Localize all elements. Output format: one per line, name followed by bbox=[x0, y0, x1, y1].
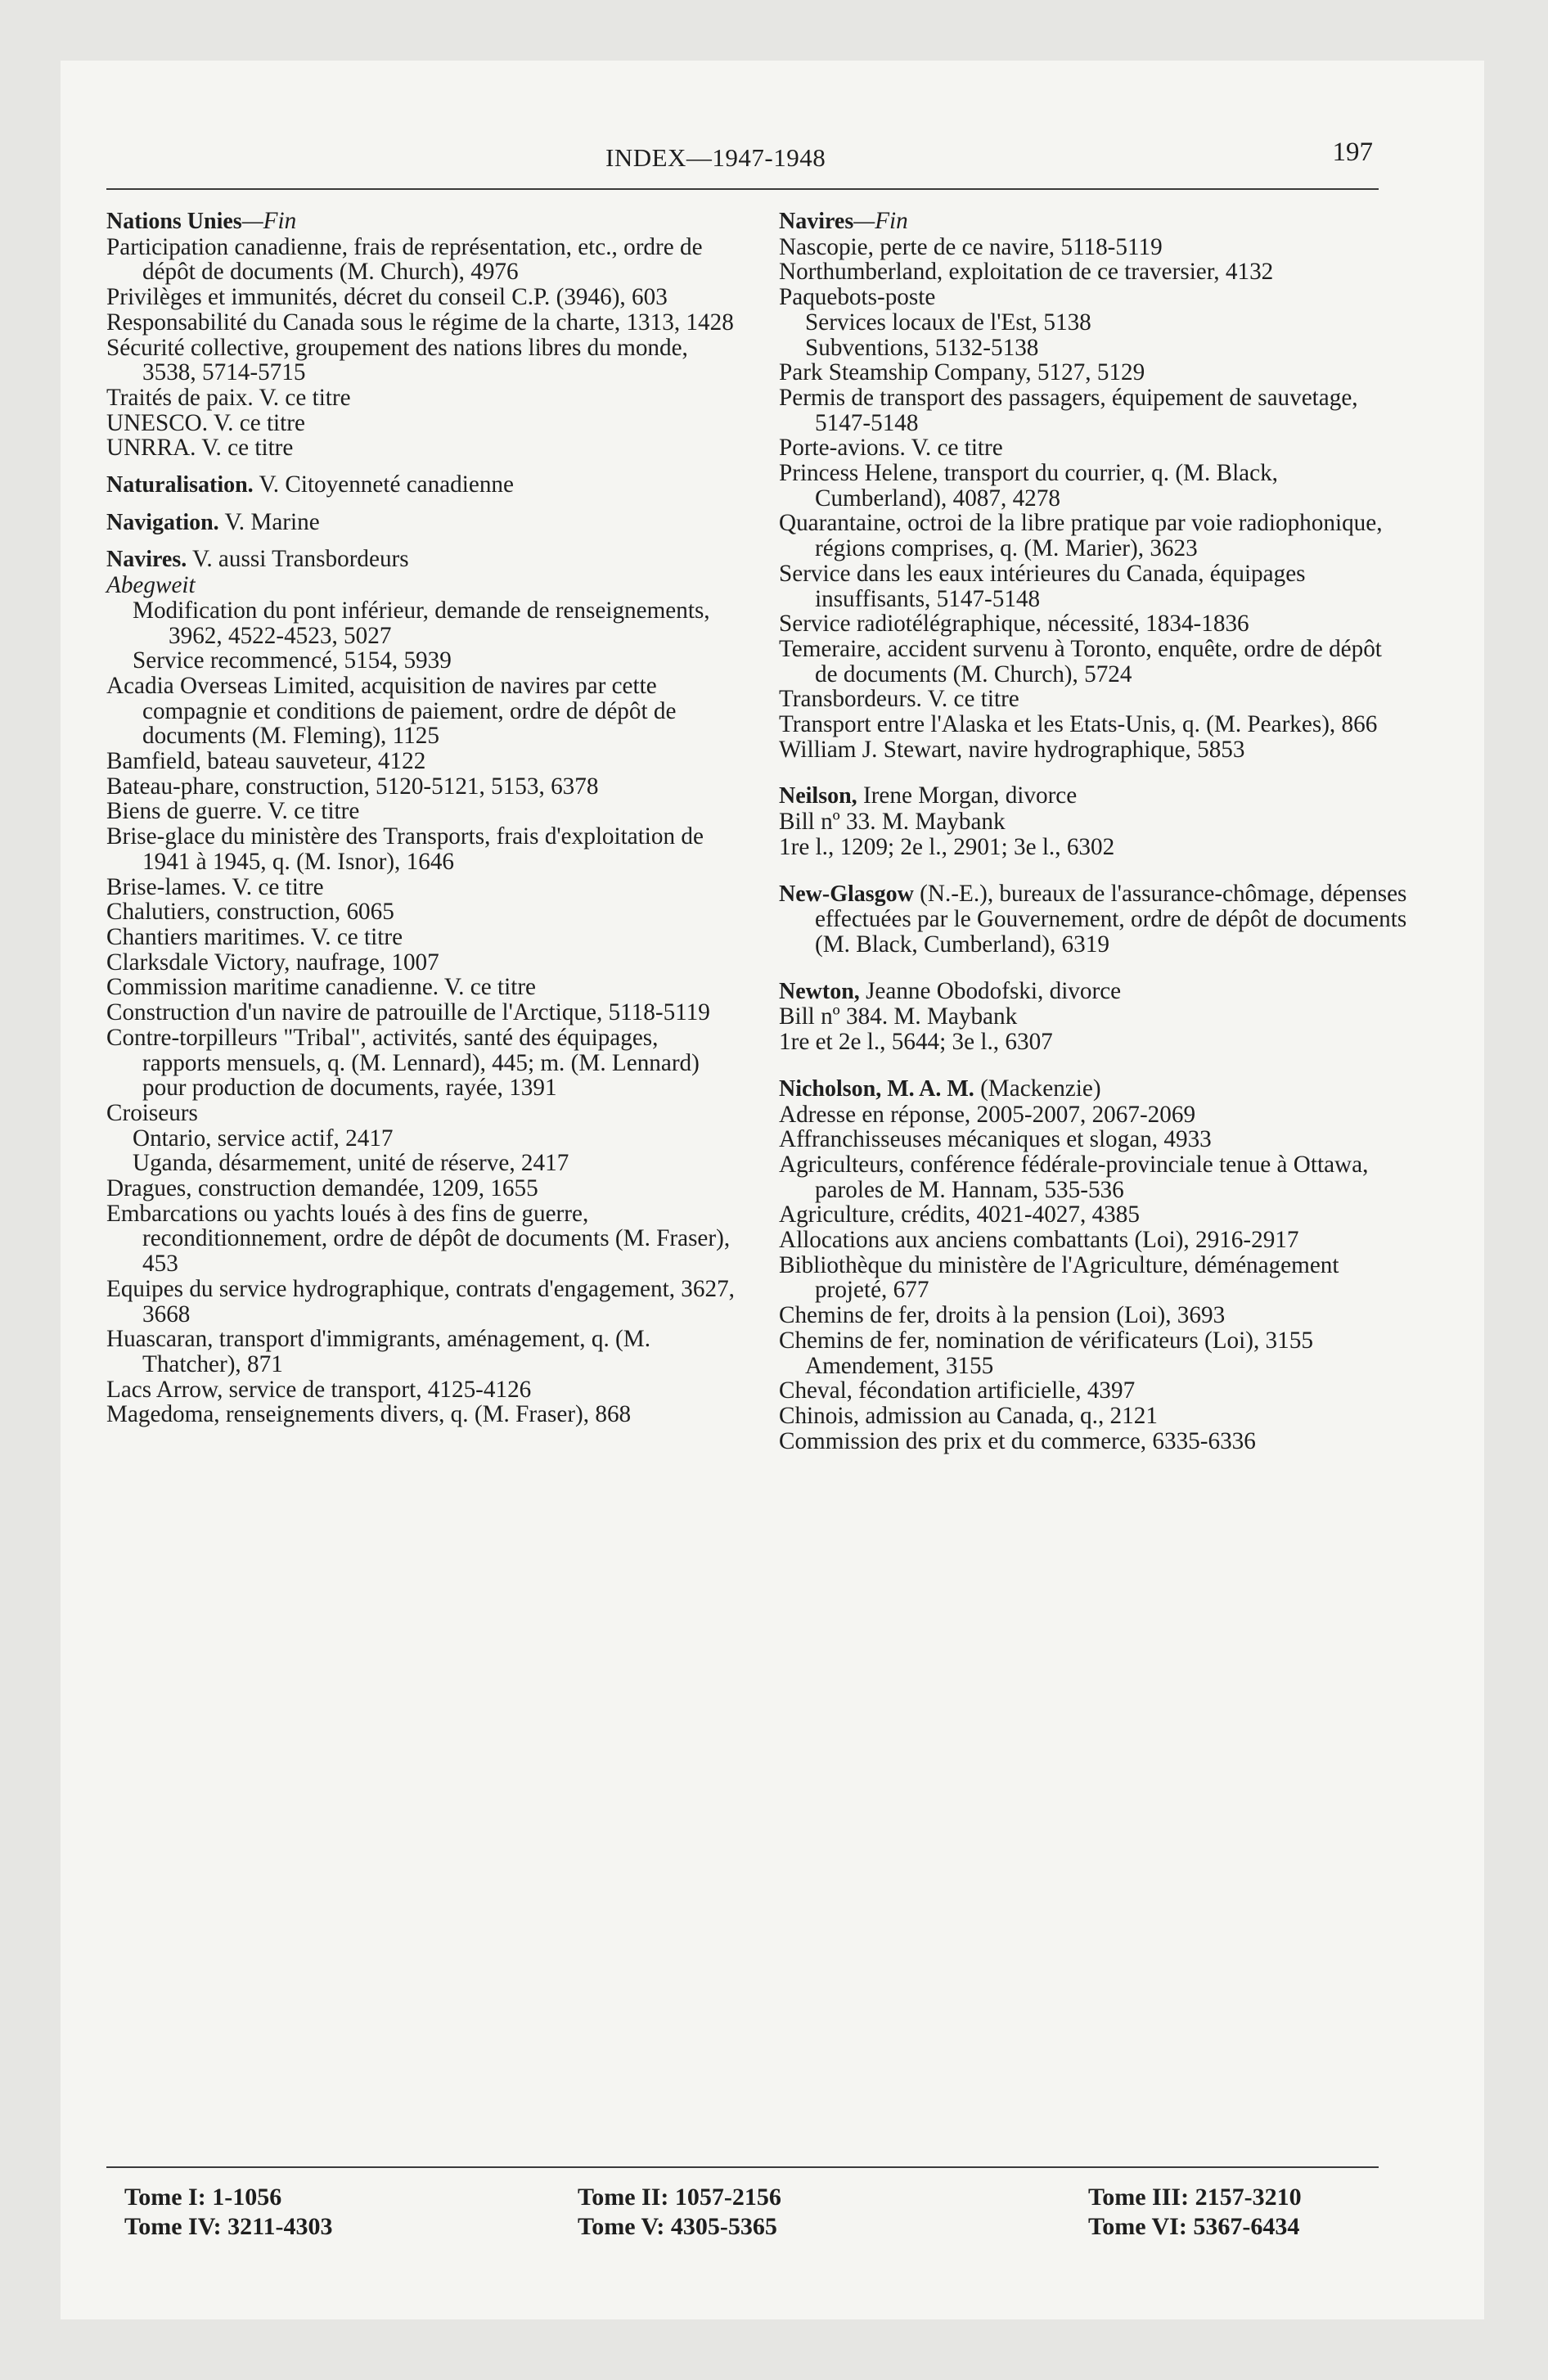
index-entry: Commission des prix et du commerce, 6335-6336 bbox=[779, 1427, 1256, 1454]
index-heading bbox=[106, 472, 736, 498]
heading-detail: —Fin bbox=[241, 208, 297, 234]
index-heading bbox=[106, 209, 736, 235]
index-entry: Acadia Overseas Limited, acquisition de navires par cette compagnie et conditions de paiement, ordre de dépôt de documents (M. Fleming), 1125 bbox=[106, 672, 677, 750]
page-number: 197 bbox=[1332, 137, 1373, 167]
index-entry: Service radiotélégraphique, nécessité, 1834-1836 bbox=[779, 611, 1249, 638]
index-entry: Magedoma, renseignements divers, q. (M. Fraser), 868 bbox=[106, 1401, 632, 1428]
heading-term: Newton, bbox=[779, 978, 860, 1004]
footer-tome-5: Tome V: 4305-5365 bbox=[578, 2213, 777, 2240]
index-entry: Chinois, admission au Canada, q., 2121 bbox=[779, 1402, 1158, 1429]
index-entry: Lacs Arrow, service de transport, 4125-4126 bbox=[106, 1376, 532, 1403]
index-entry: Participation canadienne, frais de représentation, etc., ordre de dépôt de documents (M. Church), 4976 bbox=[106, 233, 703, 286]
footer-rule bbox=[106, 2166, 1379, 2168]
index-entry: Dragues, construction demandée, 1209, 1655 bbox=[106, 1175, 538, 1202]
heading-term: Navires bbox=[779, 209, 854, 234]
index-entry: Transport entre l'Alaska et les Etats-Unis, q. (M. Pearkes), 866 bbox=[779, 711, 1378, 738]
index-entry: Chantiers maritimes. V. ce titre bbox=[106, 923, 403, 950]
index-entry: Northumberland, exploitation de ce traversier, 4132 bbox=[779, 259, 1274, 286]
index-entry: Chemins de fer, nomination de vérificateurs (Loi), 3155 bbox=[779, 1327, 1313, 1354]
index-entry: Privilèges et immunités, décret du conseil C.P. (3946), 603 bbox=[106, 284, 668, 311]
index-subentry: Services locaux de l'Est, 5138 bbox=[805, 309, 1091, 336]
heading-detail: V. Citoyenneté canadienne bbox=[253, 471, 514, 498]
index-entry: Sécurité collective, groupement des nations libres du monde, 3538, 5714-5715 bbox=[106, 334, 688, 386]
index-heading bbox=[779, 209, 1409, 235]
index-entry: Abegweit bbox=[106, 572, 196, 599]
index-entry: Huascaran, transport d'immigrants, aménagement, q. (M. Thatcher), 871 bbox=[106, 1326, 651, 1377]
index-entry: Temeraire, accident survenu à Toronto, enquête, ordre de dépôt de documents (M. Church), 5724 bbox=[779, 635, 1382, 687]
footer-tome-6: Tome VI: 5367-6434 bbox=[1088, 2213, 1300, 2240]
footer-tome-3: Tome III: 2157-3210 bbox=[1088, 2184, 1302, 2211]
index-subentry: Ontario, service actif, 2417 bbox=[133, 1125, 394, 1152]
heading-term: Nations Unies bbox=[106, 209, 242, 234]
index-entry: Bill nº 384. M. Maybank bbox=[779, 1003, 1018, 1030]
index-entry: Embarcations ou yachts loués à des fins de guerre, reconditionnement, ordre de dépôt de documents (M. Fraser), 453 bbox=[106, 1200, 731, 1278]
heading-term: Neilson, bbox=[779, 783, 857, 809]
index-entry: Agriculteurs, conférence fédérale-provinciale tenue à Ottawa, paroles de M. Hannam, 535-536 bbox=[779, 1151, 1369, 1203]
heading-term: Navigation. bbox=[106, 509, 219, 535]
index-entry: 1re l., 1209; 2e l., 2901; 3e l., 6302 bbox=[779, 833, 1115, 860]
heading-detail: (Mackenzie) bbox=[974, 1075, 1101, 1102]
index-subentry: Modification du pont inférieur, demande de renseignements, 3962, 4522-4523, 5027 bbox=[133, 597, 710, 649]
index-entry: 1re et 2e l., 5644; 3e l., 6307 bbox=[779, 1029, 1053, 1056]
left-column bbox=[106, 209, 736, 1427]
index-heading bbox=[779, 783, 1409, 809]
index-entry: Bill nº 33. M. Maybank bbox=[779, 809, 1006, 836]
index-entry: Paquebots-poste bbox=[779, 284, 936, 311]
index-heading bbox=[106, 510, 736, 536]
index-entry: Construction d'un navire de patrouille de l'Arctique, 5118-5119 bbox=[106, 999, 710, 1026]
index-entry: Park Steamship Company, 5127, 5129 bbox=[779, 359, 1145, 386]
index-entry: Clarksdale Victory, naufrage, 1007 bbox=[106, 949, 439, 976]
index-entry: Permis de transport des passagers, équipement de sauvetage, 5147-5148 bbox=[779, 384, 1358, 436]
index-entry: UNESCO. V. ce titre bbox=[106, 409, 305, 436]
heading-term: Nicholson, M. A. M. bbox=[779, 1075, 974, 1102]
page-title: INDEX—1947-1948 bbox=[605, 143, 826, 172]
index-entry: Porte-avions. V. ce titre bbox=[779, 435, 1003, 462]
index-entry: Adresse en réponse, 2005-2007, 2067-2069 bbox=[779, 1101, 1196, 1128]
index-entry: Nascopie, perte de ce navire, 5118-5119 bbox=[779, 233, 1163, 260]
heading-detail: —Fin bbox=[853, 208, 908, 234]
footer-tome-4: Tome IV: 3211-4303 bbox=[124, 2213, 333, 2240]
index-heading bbox=[779, 881, 1409, 958]
index-entry: Service dans les eaux intérieures du Canada, équipages insuffisants, 5147-5148 bbox=[779, 560, 1306, 612]
index-heading bbox=[779, 979, 1409, 1005]
index-subentry: Service recommencé, 5154, 5939 bbox=[133, 647, 452, 674]
heading-detail: (N.-E.), bureaux de l'assurance-chômage, dépenses effectuées par le Gouvernement, ordre de dépôt de documents (M. Black, Cumberland), 6319 bbox=[815, 880, 1407, 958]
index-subentry: Subventions, 5132-5138 bbox=[805, 334, 1039, 361]
index-entry: Biens de guerre. V. ce titre bbox=[106, 798, 360, 825]
index-entry: Croiseurs bbox=[106, 1099, 198, 1126]
heading-detail: V. Marine bbox=[218, 508, 320, 535]
heading-term: Navires. bbox=[106, 547, 187, 573]
header-rule bbox=[106, 188, 1379, 190]
right-column bbox=[779, 209, 1409, 1454]
footer-tome-2: Tome II: 1057-2156 bbox=[578, 2184, 781, 2211]
index-entry: Allocations aux anciens combattants (Loi), 2916-2917 bbox=[779, 1227, 1299, 1254]
index-entry: Equipes du service hydrographique, contrats d'engagement, 3627, 3668 bbox=[106, 1275, 735, 1327]
heading-term: New-Glasgow bbox=[779, 881, 914, 907]
index-entry: Transbordeurs. V. ce titre bbox=[779, 686, 1019, 713]
index-subentry: Amendement, 3155 bbox=[805, 1352, 994, 1379]
index-entry: Brise-glace du ministère des Transports, frais d'exploitation de 1941 à 1945, q. (M. Isnor), 1646 bbox=[106, 823, 704, 875]
index-entry: Brise-lames. V. ce titre bbox=[106, 873, 324, 900]
heading-detail: Jeanne Obodofski, divorce bbox=[859, 977, 1122, 1004]
index-entry: Chalutiers, construction, 6065 bbox=[106, 899, 394, 926]
index-entry: William J. Stewart, navire hydrographique, 5853 bbox=[779, 736, 1245, 763]
index-entry: Chemins de fer, droits à la pension (Loi), 3693 bbox=[779, 1302, 1226, 1329]
footer-tome-1: Tome I: 1-1056 bbox=[124, 2184, 282, 2211]
index-entry: Agriculture, crédits, 4021-4027, 4385 bbox=[779, 1201, 1140, 1228]
index-entry: Responsabilité du Canada sous le régime de la charte, 1313, 1428 bbox=[106, 309, 734, 336]
index-entry: Bibliothèque du ministère de l'Agriculture, déménagement projeté, 677 bbox=[779, 1251, 1339, 1304]
index-entry: Affranchisseuses mécaniques et slogan, 4933 bbox=[779, 1126, 1212, 1153]
index-entry: Traités de paix. V. ce titre bbox=[106, 384, 351, 411]
index-heading bbox=[779, 1076, 1409, 1102]
index-entry: Cheval, fécondation artificielle, 4397 bbox=[779, 1377, 1136, 1404]
heading-detail: V. aussi Transbordeurs bbox=[187, 546, 409, 573]
index-entry: Princess Helene, transport du courrier, q. (M. Black, Cumberland), 4087, 4278 bbox=[779, 460, 1278, 512]
index-entry: Bamfield, bateau sauveteur, 4122 bbox=[106, 748, 426, 775]
index-subentry: Uganda, désarmement, unité de réserve, 2417 bbox=[133, 1150, 569, 1177]
heading-detail: Irene Morgan, divorce bbox=[857, 782, 1078, 809]
index-entry: Commission maritime canadienne. V. ce titre bbox=[106, 974, 536, 1001]
heading-term: Naturalisation. bbox=[106, 472, 254, 498]
index-entry: Contre-torpilleurs "Tribal", activités, santé des équipages, rapports mensuels, q. (M. Lennard), 445; m. (M. Lennard) pour production de documents, rayée, 1391 bbox=[106, 1024, 700, 1102]
index-entry: Bateau-phare, construction, 5120-5121, 5153, 6378 bbox=[106, 773, 599, 800]
index-entry: UNRRA. V. ce titre bbox=[106, 435, 294, 462]
index-heading bbox=[106, 547, 736, 573]
index-entry: Quarantaine, octroi de la libre pratique par voie radiophonique, régions comprises, q. (M. Marier), 3623 bbox=[779, 510, 1383, 562]
